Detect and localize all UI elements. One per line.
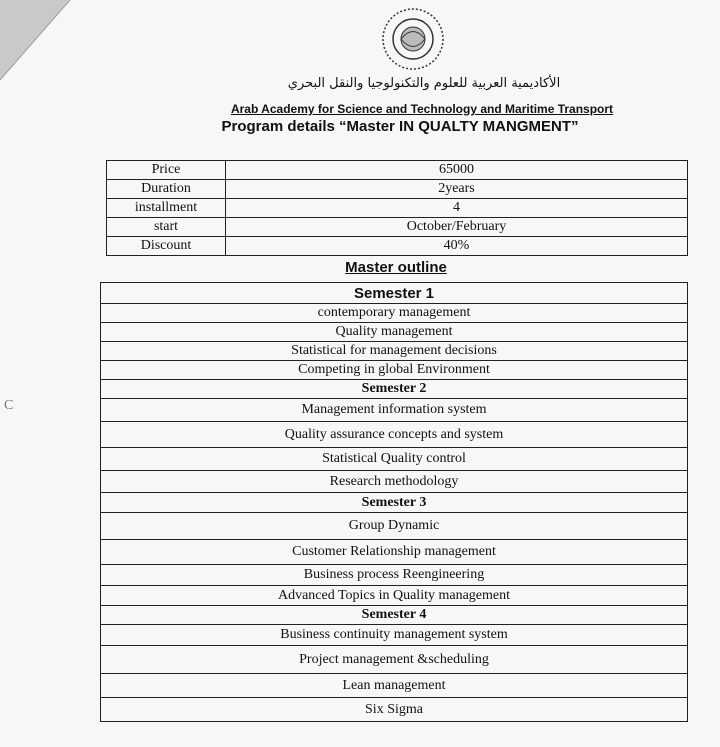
course-row: Project management &scheduling (101, 646, 687, 674)
course-row: Statistical for management decisions (101, 342, 687, 361)
table-row (107, 180, 688, 199)
course-row: Management information system (101, 399, 687, 422)
course-row: Customer Relationship management (101, 540, 687, 565)
program-title: Program details “Master IN QUALTY MANGMENT” (221, 118, 579, 135)
page-corner-shadow (0, 0, 70, 80)
semester-heading: Semester 4 (101, 606, 687, 625)
detail-label: Price (107, 161, 226, 180)
detail-label: start (107, 218, 226, 237)
academy-logo (376, 6, 450, 72)
course-row: Quality management (101, 323, 687, 342)
course-row: Business process Reengineering (101, 565, 687, 586)
master-outline-table (100, 282, 688, 722)
outline-title: Master outline (345, 259, 447, 276)
table-row (107, 218, 688, 237)
course-row: Quality assurance concepts and system (101, 422, 687, 448)
course-row: Group Dynamic (101, 513, 687, 540)
detail-label: installment (107, 199, 226, 218)
detail-value: October/February (226, 218, 688, 237)
table-row (107, 199, 688, 218)
course-row: contemporary management (101, 304, 687, 323)
detail-value: 65000 (226, 161, 688, 180)
course-row: Lean management (101, 674, 687, 698)
semester-heading: Semester 3 (101, 493, 687, 513)
detail-value: 4 (226, 199, 688, 218)
academy-name-arabic: الأكاديمية العربية للعلوم والتكنولوجيا والنقل البحري (287, 76, 561, 91)
margin-mark: C (4, 398, 14, 413)
program-details-table (106, 160, 688, 256)
academy-name: Arab Academy for Science and Technology and Maritime Transport (230, 102, 614, 116)
semester-heading: Semester 2 (101, 380, 687, 399)
detail-value: 2years (226, 180, 688, 199)
detail-label: Duration (107, 180, 226, 199)
table-row (107, 161, 688, 180)
semester-heading: Semester 1 (101, 283, 687, 304)
course-row: Competing in global Environment (101, 361, 687, 380)
course-row: Research methodology (101, 471, 687, 493)
course-row: Business continuity management system (101, 625, 687, 646)
table-row (107, 237, 688, 256)
detail-value: 40% (226, 237, 688, 256)
detail-label: Discount (107, 237, 226, 256)
course-row: Advanced Topics in Quality management (101, 586, 687, 606)
course-row: Six Sigma (101, 698, 687, 722)
course-row: Statistical Quality control (101, 448, 687, 471)
